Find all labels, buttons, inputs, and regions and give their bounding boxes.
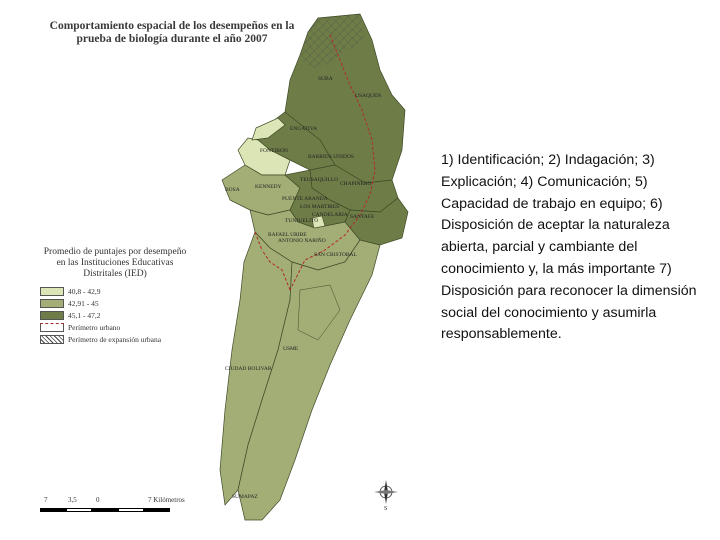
scale-label: 7 Kilómetros (148, 496, 185, 504)
svg-text:BARRIOS UNIDOS: BARRIOS UNIDOS (308, 154, 354, 160)
legend-item (40, 298, 190, 309)
map-title: Comportamiento espacial de los desempeños en la prueba de biología durante el año 2007 (49, 20, 295, 45)
svg-text:CHAPINERO: CHAPINERO (340, 181, 372, 187)
legend-item (40, 286, 190, 297)
svg-text:SUBA: SUBA (318, 76, 333, 82)
svg-text:SANTAFE: SANTAFE (350, 214, 375, 220)
description-text: 1) Identificación; 2) Indagación; 3) Explicación; 4) Comunicación; 5) Capacidad de trabajo en equipo; 6) Disposición de aceptar la naturaleza abierta, parcial y cambiante del conocimiento y, la más importante 7) Disposición para reconocer la dimensión social del conocimiento y asumirla responsablemente. (441, 152, 697, 343)
legend-swatch-urban-line (40, 323, 64, 332)
svg-text:ANTONIO NARIÑO: ANTONIO NARIÑO (278, 238, 326, 244)
legend-item (40, 310, 190, 321)
scale-segment (40, 508, 66, 512)
svg-text:BOSA: BOSA (225, 187, 240, 193)
scale-segment (144, 508, 170, 512)
svg-text:PUENTE ARANDA: PUENTE ARANDA (282, 196, 328, 202)
svg-text:CIUDAD BOLIVAR: CIUDAD BOLIVAR (225, 366, 272, 372)
legend-items (40, 286, 190, 345)
scale-segment (118, 508, 144, 512)
svg-text:SAN CRISTOBAL: SAN CRISTOBAL (314, 252, 357, 258)
svg-text:ENGATIVA: ENGATIVA (290, 126, 318, 132)
legend-title: Promedio de puntajes por desempeño en las Instituciones Educativas Distritales (IED) (43, 247, 187, 279)
map-legend (40, 247, 190, 346)
svg-text:TUNJUELITO: TUNJUELITO (285, 218, 319, 224)
legend-label: 42,91 - 45 (68, 299, 99, 308)
legend-swatch-hatch (40, 335, 64, 344)
legend-label: 45,1 - 47,2 (68, 311, 101, 320)
legend-item (40, 322, 190, 333)
legend-label: Perímetro de expansión urbana (68, 335, 162, 344)
svg-text:USME: USME (283, 346, 299, 352)
svg-text:LOS MARTIRES: LOS MARTIRES (300, 204, 340, 210)
svg-text:SUMAPAZ: SUMAPAZ (232, 494, 258, 500)
legend-item (40, 334, 190, 345)
svg-text:TEUSAQUILLO: TEUSAQUILLO (300, 177, 339, 183)
legend-swatch-mid (40, 299, 64, 308)
scale-label: 3,5 (68, 496, 77, 504)
svg-text:FONTIBON: FONTIBON (260, 148, 288, 154)
legend-label: 40,8 - 42,9 (68, 287, 101, 296)
svg-text:KENNEDY: KENNEDY (255, 184, 282, 190)
scale-segment (92, 508, 118, 512)
svg-text:CANDELARIA: CANDELARIA (312, 212, 348, 218)
scale-segment (66, 508, 92, 512)
scale-bar (40, 496, 210, 513)
compass-label: S (384, 506, 388, 512)
scale-label: 0 (96, 496, 100, 504)
legend-swatch-dark (40, 311, 64, 320)
legend-swatch-light (40, 287, 64, 296)
compass-icon (374, 480, 398, 512)
legend-label: Perímetro urbano (68, 323, 121, 332)
svg-text:USAQUEN: USAQUEN (355, 93, 382, 99)
scale-label: 7 (44, 496, 48, 504)
svg-text:RAFAEL URIBE: RAFAEL URIBE (268, 232, 307, 238)
